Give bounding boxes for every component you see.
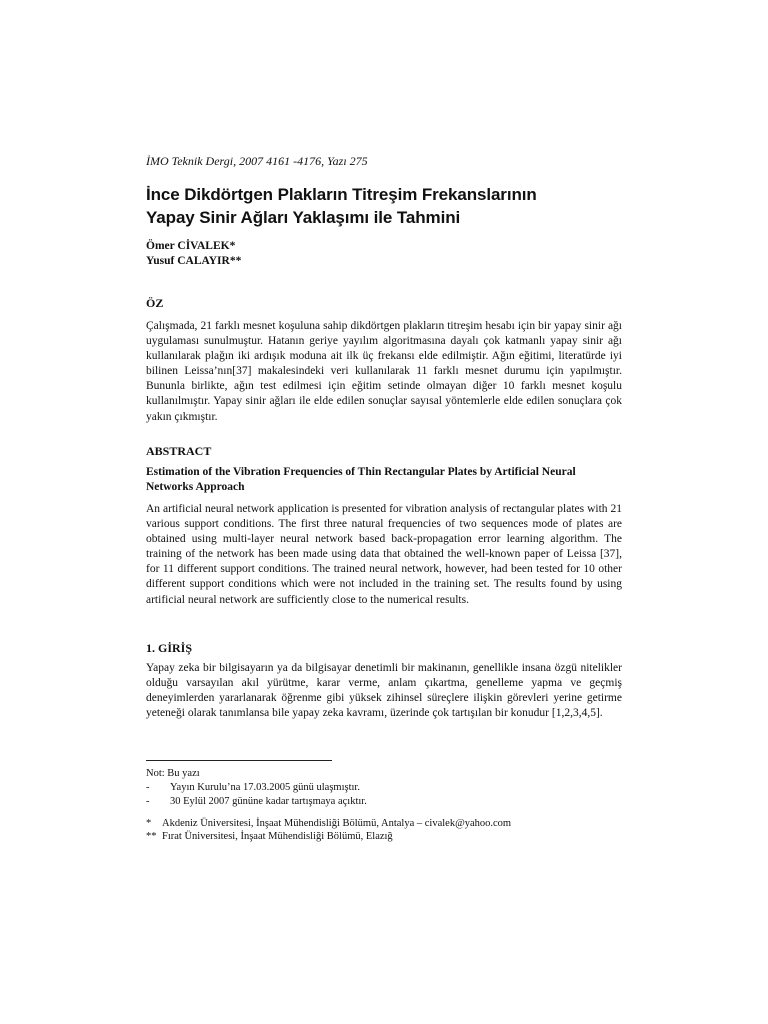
giris-paragraph: Yapay zeka bir bilgisayarın ya da bilgisayar denetimli bir makinanın, genellikle insana özgü nitelikler olduğu varsayılan akıl yürütme, karar verme, anlam çıkartma, genelleme yapma ve geçmiş deneyimlerden yararlanarak öğrenme gibi yüksek zihinsel süreçlere ilişkin görevleri yerine getirme yeteneği olarak tanımlansa bile yapay zeka kavramı, üzerinde çok tartışılan bir konudur [1,2,3,4,5]. (146, 662, 622, 720)
author-affiliations (146, 817, 622, 843)
affiliation-mark: * (146, 818, 152, 829)
affiliation-text: Akdeniz Üniversitesi, İnşaat Mühendisliği Bölümü, Antalya – civalek@yahoo.com (162, 818, 512, 829)
oz-paragraph: Çalışmada, 21 farklı mesnet koşuluna sahip dikdörtgen plakların titreşim hesabı için bir yapay sinir ağı uygulaması sunulmuştur. Hatanın geriye yayılım algoritmasına dayalı çok katmanlı yapay sinir ağı kullanılarak plağın iki ardışık moduna ait ilk üç frekansı elde edilmiştir. Ağın eğitimi, literatürde iyi bilinen Leissa’nın[37] makalesindeki veri kullanılarak 11 farklı mesnet durumu için yapılmıştır. Bununla birlikte, ağın test edilmesi için eğitim setinde olmayan diğer 10 farklı mesnet koşulu kullanılmıştır. Yapay sinir ağları ile elde edilen sonuçlar sayısal yöntemlerle elde edilen sonuçlara çok yakın çıkmıştır. (146, 320, 622, 423)
affiliation-1 (146, 817, 622, 830)
abstract-title: Estimation of the Vibration Frequencies of Thin Rectangular Plates by Artificial Neural Networks Approach (146, 466, 576, 493)
abstract-paragraph: An artificial neural network application is presented for vibration analysis of rectangular plates with 21 various support conditions. The first three natural frequencies of two sequences mode of plates are obtained using multi-layer neural network based back-propagation error learning algorithm. The training of the network has been made using data that obtained the well-known paper of Leissa [37], for 11 different support conditions. The trained neural network, however, had been tested for 10 other different support conditions which were not included in the training set. The results found by using artificial neural network are sufficiently close to the numerical results. (146, 503, 622, 606)
paper-title-line-2: Yapay Sinir Ağları Yaklaşımı ile Tahmini (146, 208, 461, 227)
footnote-item (146, 781, 622, 795)
author-1: Ömer CİVALEK* (146, 240, 236, 252)
footnote-item-text: 30 Eylül 2007 gününe kadar tartışmaya açıktır. (170, 796, 367, 807)
footnote-dash: - (146, 782, 150, 793)
footnote-item-text: Yayın Kurulu’na 17.03.2005 günü ulaşmıştır. (170, 782, 360, 793)
footnote-rule (146, 760, 332, 761)
footnote-dash: - (146, 796, 150, 807)
section-heading-giris: 1. GİRİŞ (146, 641, 193, 655)
author-2: Yusuf CALAYIR** (146, 255, 242, 267)
affiliation-2 (146, 830, 622, 843)
footnote-item (146, 795, 622, 809)
abstract-heading: ABSTRACT (146, 444, 212, 458)
affiliation-text: Fırat Üniversitesi, İnşaat Mühendisliği Bölümü, Elazığ (162, 831, 393, 842)
affiliation-mark: ** (146, 831, 157, 842)
footnote-notes (146, 767, 622, 809)
oz-heading: ÖZ (146, 296, 164, 310)
paper-title-line-1: İnce Dikdörtgen Plakların Titreşim Frekanslarının (146, 185, 537, 204)
paper-title (146, 183, 622, 229)
author-list (146, 239, 622, 269)
footnote-label: Not: Bu yazı (146, 768, 200, 779)
journal-citation: İMO Teknik Dergi, 2007 4161 -4176, Yazı 275 (146, 154, 368, 168)
